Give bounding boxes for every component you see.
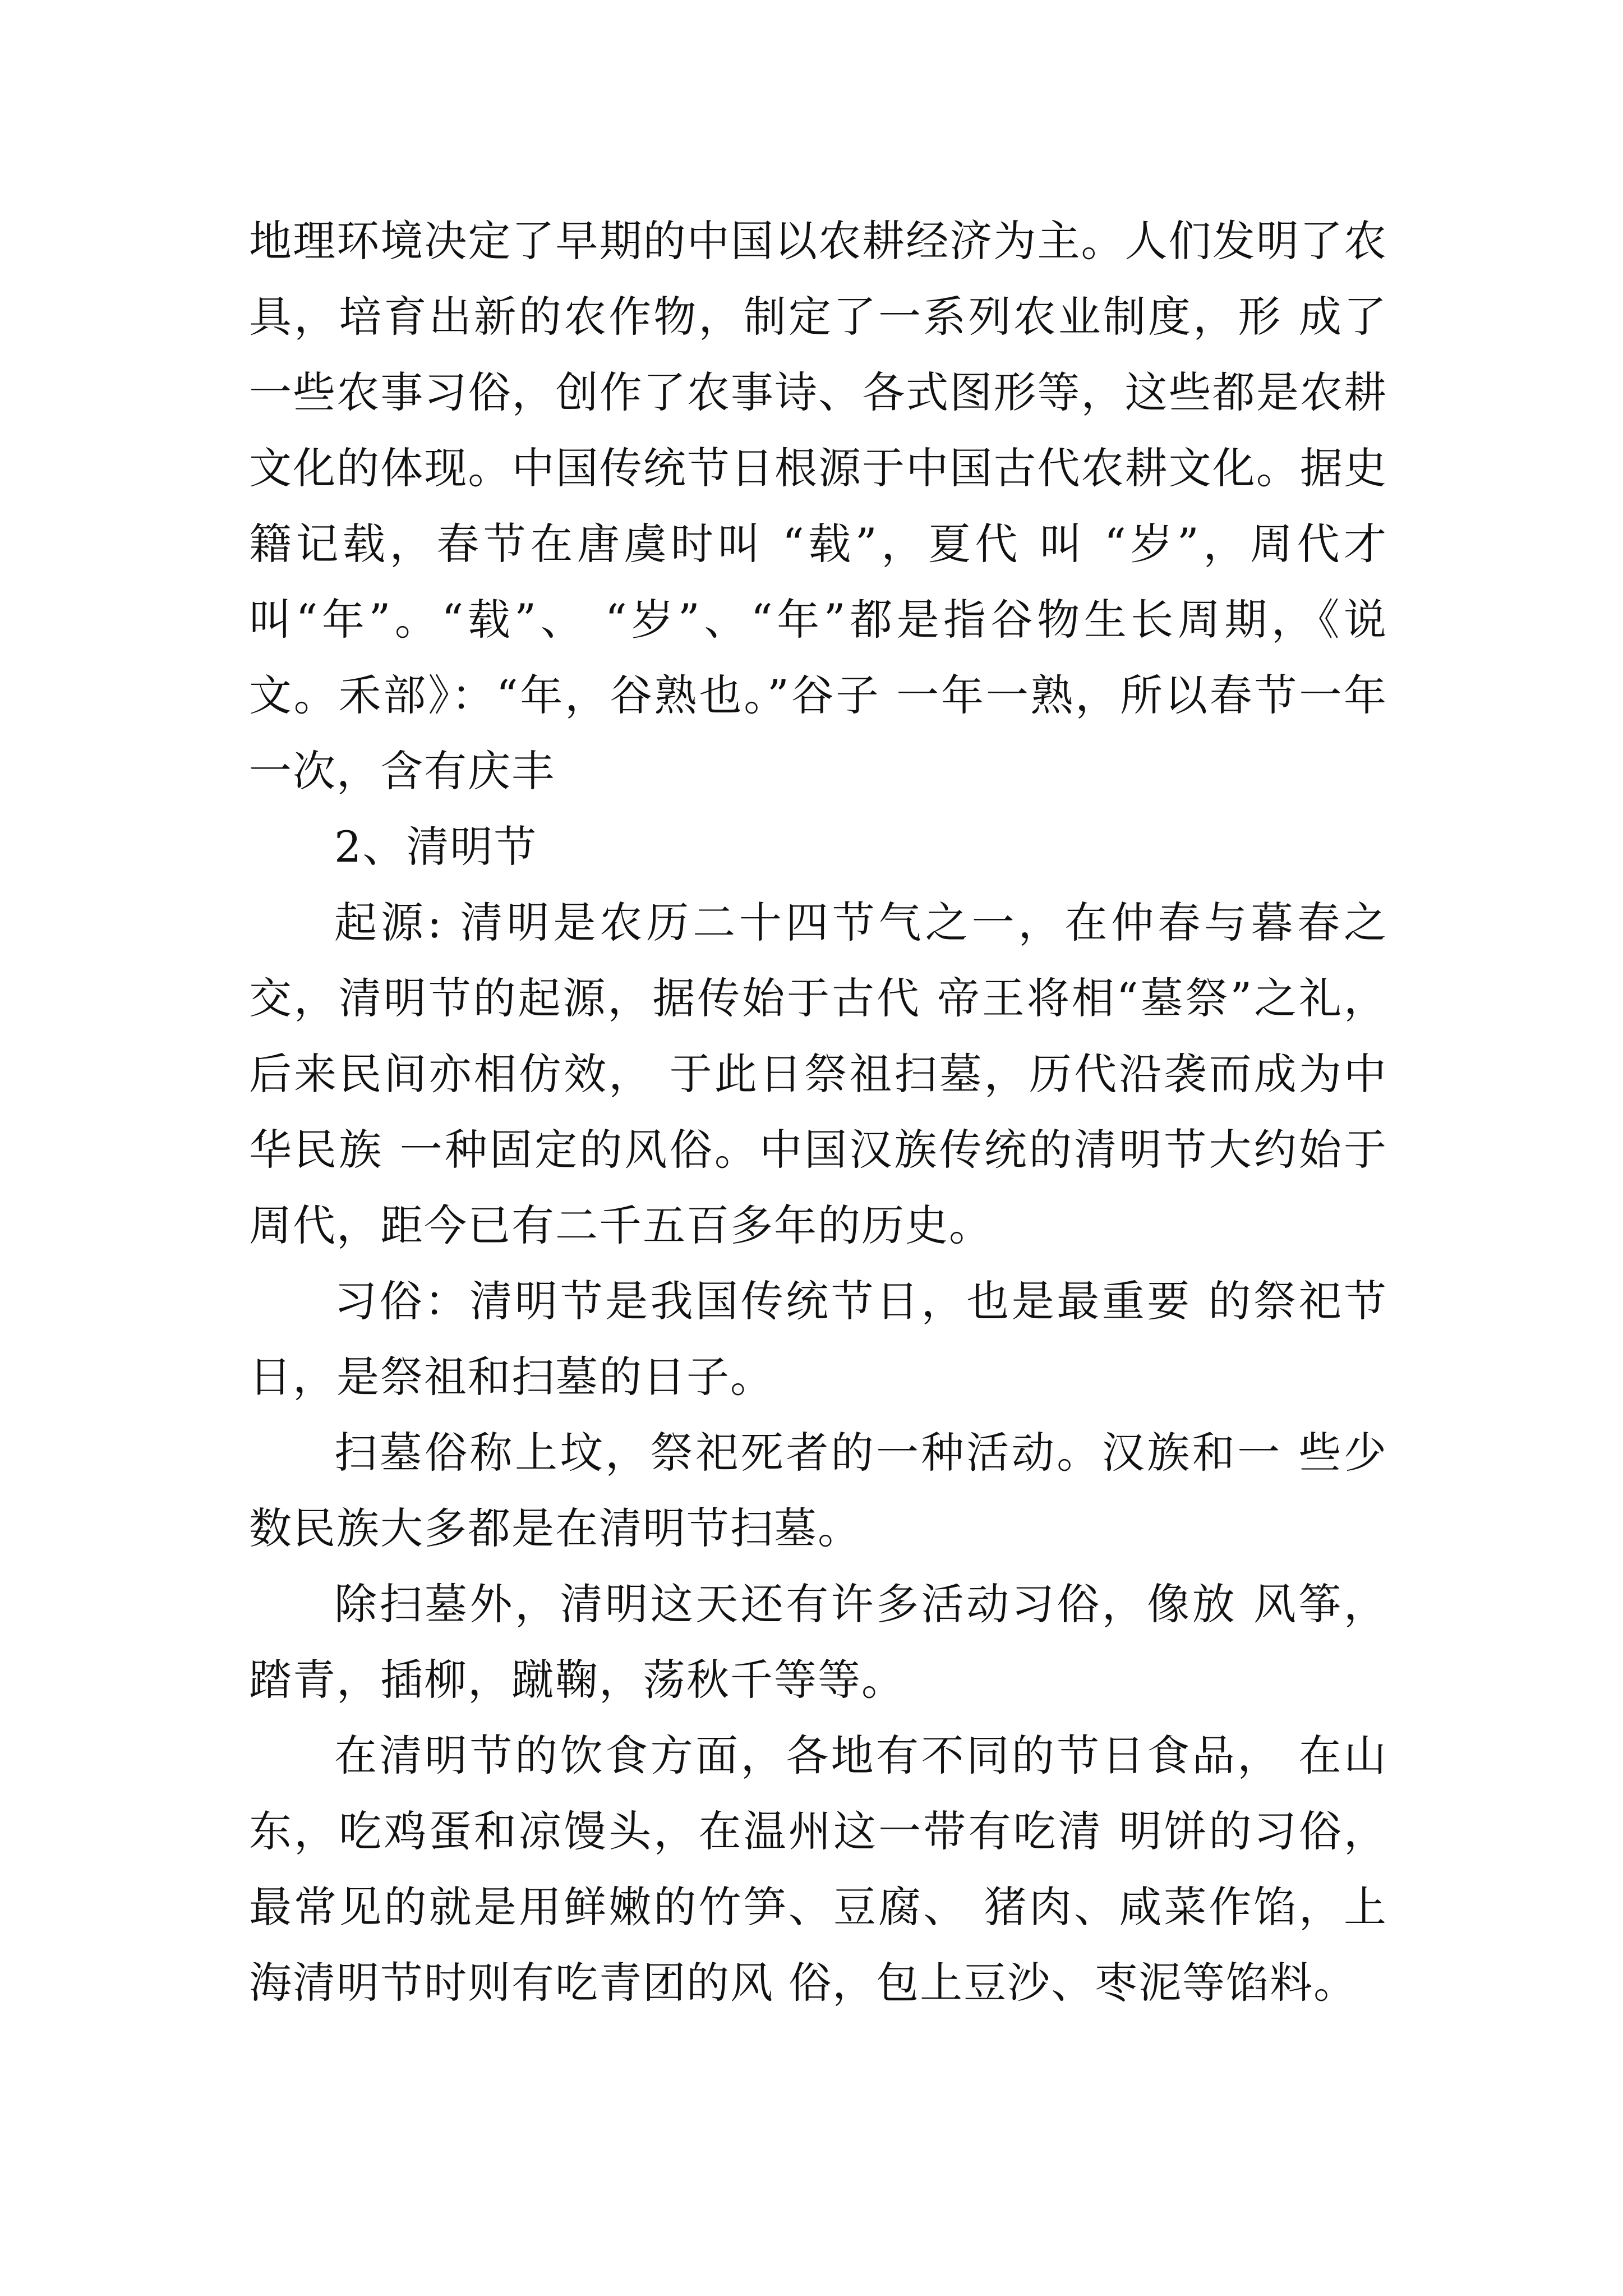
document-body [249,203,1387,2021]
paragraph-food: 在清明节的饮食方面，各地有不同的节日食品， 在山东，吃鸡蛋和凉馒头，在温州这一带有吃清 明饼的习俗，最常见的就是用鲜嫩的竹笋、豆腐、 猪肉、咸菜作馅，上海清明节时则有吃青团的风 俗，包上豆沙、枣泥等馅料。 [249,1731,1387,2008]
paragraph-activities: 除扫墓外，清明这天还有许多活动习俗，像放 风筝，踏青，插柳，蹴鞠，荡秋千等等。 [249,1579,1387,1705]
paragraph-tomb-sweeping: 扫墓俗称上坟，祭祀死者的一种活动。汉族和一 些少数民族大多都是在清明节扫墓。 [249,1428,1387,1553]
section-heading-qingming: 2、清明节 [334,822,538,872]
paragraph-origin: 起源: 清明是农历二十四节气之一，在仲春与暮春之交，清明节的起源，据传始于古代 帝王将相“墓祭”之礼，后来民间亦相仿效， 于此日祭祖扫墓，历代沿袭而成为中华民族 一种固定的风俗。中国汉族传统的清明节大约始于周代，距今已有二千五百多年的历史。 [249,898,1387,1250]
paragraph-agriculture: 地理环境决定了早期的中国以农耕经济为主。人们发明了农具，培育出新的农作物，制定了一系列农业制度，形 成了一些农事习俗，创作了农事诗、各式图形等，这些都是农耕文化的体现。中国传统节日根源于中国古代农耕文化。据史籍记载，春节在唐虞时叫 “载”，夏代 叫 “岁”，周代才叫“年”。“载”、 “岁”、“年”都是指谷物生长周期，《说文。禾部》：“年，谷熟也。”谷子 一年一熟，所以春节一年一次，含有庆丰 [249,216,1387,796]
paragraph-customs: 习俗：清明节是我国传统节日，也是最重要 的祭祀节日，是祭祖和扫墓的日子。 [249,1276,1387,1402]
